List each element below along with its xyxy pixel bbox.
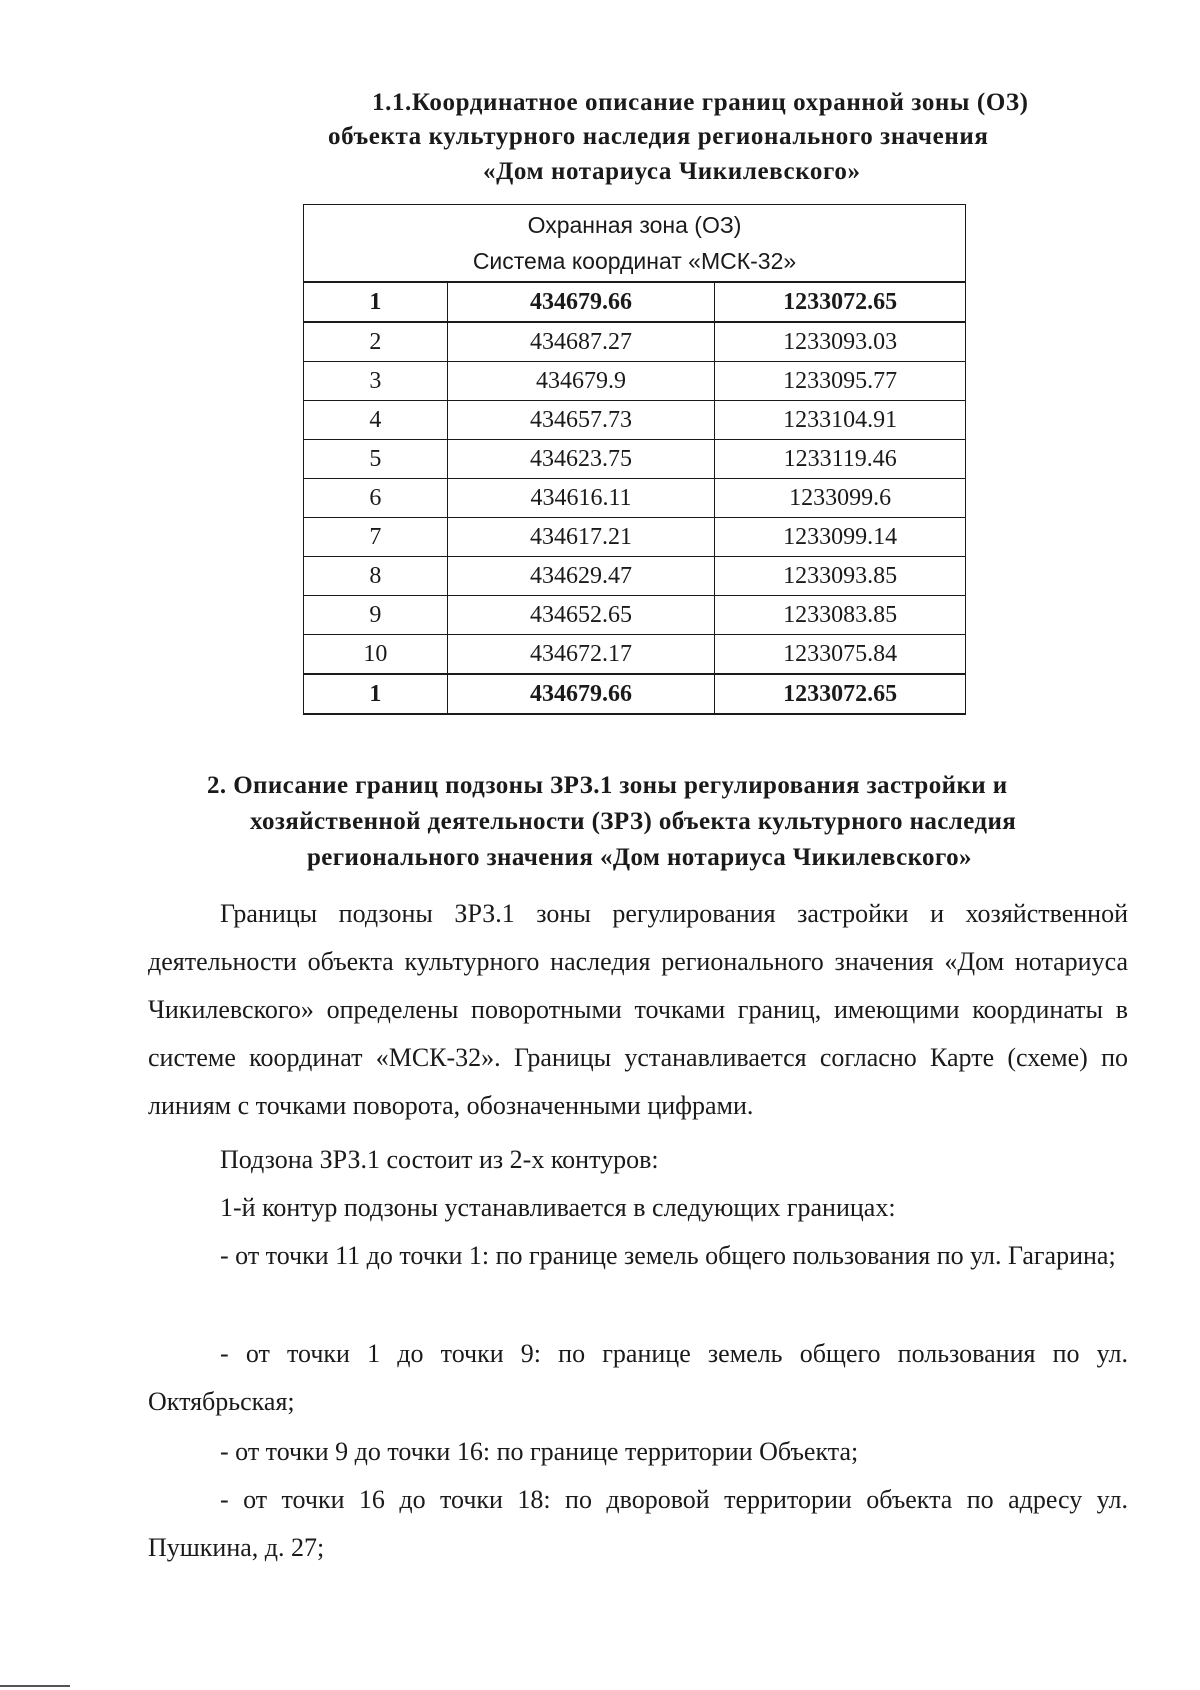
x-coordinate-cell: 434652.65 <box>447 596 715 635</box>
y-coordinate-cell: 1233099.6 <box>715 479 966 518</box>
first-contour-paragraph: 1-й контур подзоны устанавливается в следующих границах: <box>220 1193 896 1222</box>
table-header-cell <box>304 205 966 283</box>
boundary-item: - от точки 16 до точки 18: по дворовой территории объекта по адресу ул. Пушкина, д. 27; <box>148 1485 1128 1562</box>
y-coordinate-cell: 1233075.84 <box>715 635 966 675</box>
x-coordinate-cell: 434623.75 <box>447 440 715 479</box>
table-header-line1: Охранная зона (ОЗ) <box>527 212 742 238</box>
y-coordinate-cell: 1233072.65 <box>715 282 966 322</box>
x-coordinate-cell: 434657.73 <box>447 401 715 440</box>
table-row <box>304 322 966 362</box>
point-number-cell: 6 <box>304 479 448 518</box>
point-number-cell: 5 <box>304 440 448 479</box>
y-coordinate-cell: 1233099.14 <box>715 518 966 557</box>
table-row <box>304 635 966 675</box>
table-row <box>304 518 966 557</box>
point-number-cell: 2 <box>304 322 448 362</box>
section-1-1-title-line3: «Дом нотариуса Чикилевского» <box>483 158 861 185</box>
section-2-title-line1: 2. Описание границ подзоны ЗРЗ.1 зоны регулирования застройки и <box>207 772 1008 799</box>
y-coordinate-cell: 1233095.77 <box>715 362 966 401</box>
table-row <box>304 557 966 596</box>
y-coordinate-cell: 1233119.46 <box>715 440 966 479</box>
x-coordinate-cell: 434679.66 <box>447 674 715 714</box>
point-number-cell: 4 <box>304 401 448 440</box>
x-coordinate-cell: 434629.47 <box>447 557 715 596</box>
section-2-title <box>207 768 1016 876</box>
section-1-1-title-line1: 1.1.Координатное описание границ охранной зоны (ОЗ) <box>372 89 1029 116</box>
x-coordinate-cell: 434679.66 <box>447 282 715 322</box>
boundary-item: - от точки 9 до точки 16: по границе территории Объекта; <box>220 1437 859 1466</box>
table-row <box>304 362 966 401</box>
y-coordinate-cell: 1233083.85 <box>715 596 966 635</box>
x-coordinate-cell: 434672.17 <box>447 635 715 675</box>
point-number-cell: 8 <box>304 557 448 596</box>
contours-paragraph: Подзона ЗРЗ.1 состоит из 2-х контуров: <box>220 1145 659 1174</box>
table-row <box>304 674 966 714</box>
y-coordinate-cell: 1233093.03 <box>715 322 966 362</box>
table-header-row <box>304 205 966 283</box>
y-coordinate-cell: 1233093.85 <box>715 557 966 596</box>
section-1-1-title-line2: объекта культурного наследия регионального значения <box>328 123 989 150</box>
x-coordinate-cell: 434687.27 <box>447 322 715 362</box>
point-number-cell: 1 <box>304 282 448 322</box>
table-row <box>304 479 966 518</box>
x-coordinate-cell: 434616.11 <box>447 479 715 518</box>
x-coordinate-cell: 434679.9 <box>447 362 715 401</box>
point-number-cell: 10 <box>304 635 448 675</box>
y-coordinate-cell: 1233104.91 <box>715 401 966 440</box>
intro-paragraph: Границы подзоны ЗРЗ.1 зоны регулирования застройки и хозяйственной деятельности объекта культурного наследия регионального значения «Дом нотариуса Чикилевского» определены поворотными точками границ, имеющими координаты в системе координат «МСК-32». Границы устанавливается согласно Карте (схеме) по линиям с точками поворота, обозначенными цифрами. <box>148 899 1128 1120</box>
point-number-cell: 3 <box>304 362 448 401</box>
table-row <box>304 401 966 440</box>
boundary-item: - от точки 11 до точки 1: по границе земель общего пользования по ул. Гагарина; <box>220 1241 1116 1270</box>
section-2-title-line2: хозяйственной деятельности (ЗРЗ) объекта культурного наследия <box>250 808 1017 835</box>
table-row <box>304 440 966 479</box>
section-2-title-line3: регионального значения «Дом нотариуса Чикилевского» <box>307 844 972 871</box>
coordinates-table <box>303 204 966 715</box>
table-header-line2: Система координат «МСК-32» <box>472 248 797 274</box>
table-row <box>304 596 966 635</box>
point-number-cell: 7 <box>304 518 448 557</box>
x-coordinate-cell: 434617.21 <box>447 518 715 557</box>
y-coordinate-cell: 1233072.65 <box>715 674 966 714</box>
table-row <box>304 282 966 322</box>
point-number-cell: 9 <box>304 596 448 635</box>
boundary-item: - от точки 1 до точки 9: по границе земель общего пользования по ул. Октябрьская; <box>148 1339 1128 1416</box>
scan-edge-mark <box>0 1685 70 1687</box>
point-number-cell: 1 <box>304 674 448 714</box>
